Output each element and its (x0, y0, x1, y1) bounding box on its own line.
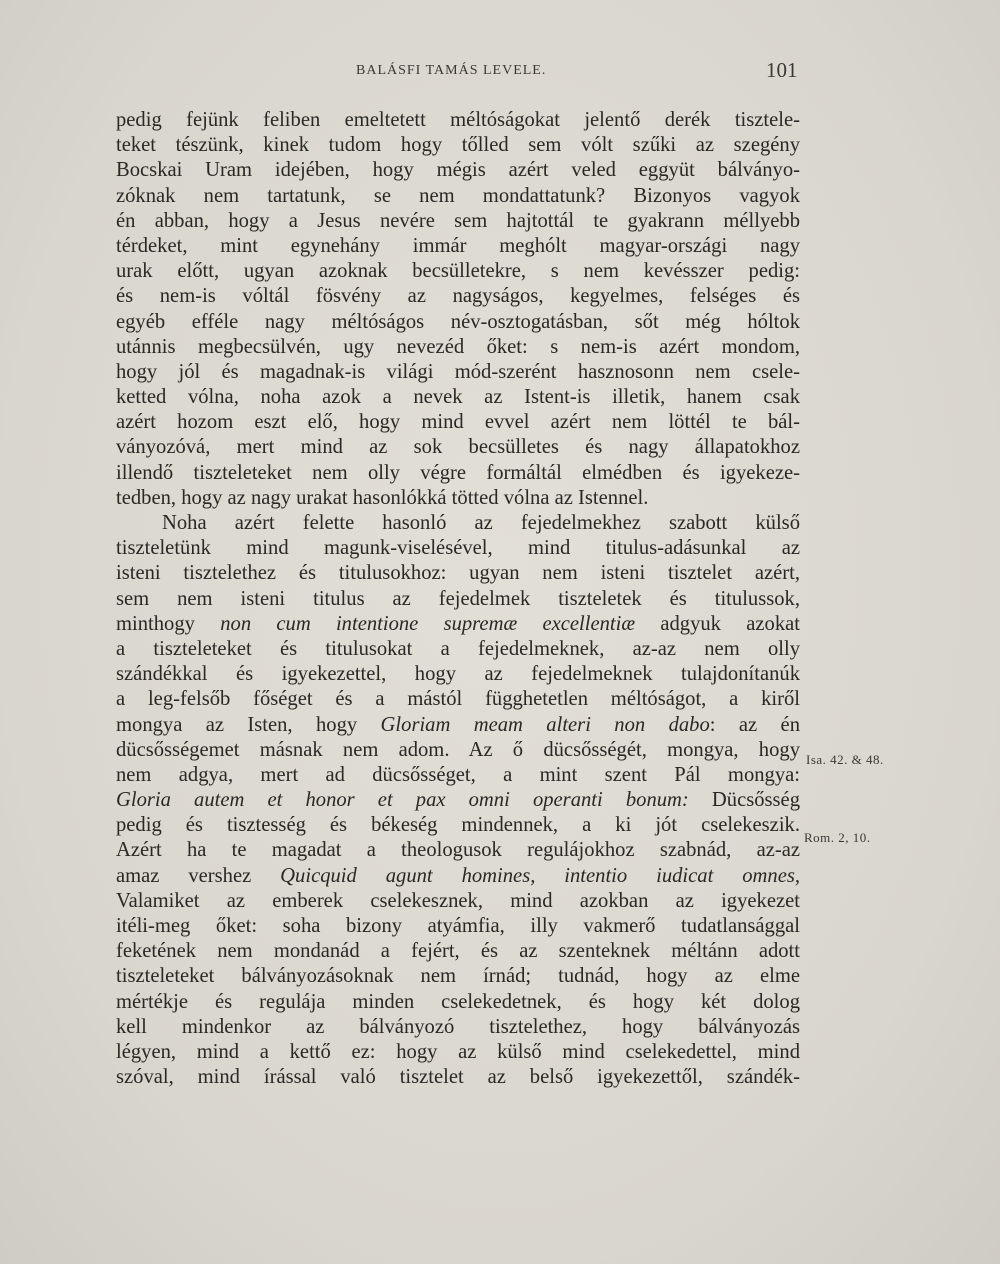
text-line (116, 410, 800, 435)
text-line (116, 612, 800, 637)
text-line (116, 335, 800, 360)
text-line (116, 284, 800, 309)
text-run: szóval, mind írással való tisztelet az belső igyekezettől, szándék- (116, 1066, 800, 1089)
text-run: azért hozom eszt elő, hogy mind evvel azért nem löttél te bál- (116, 411, 800, 434)
text-run: a tiszteleteket és titulusokat a fejedelmeknek, az-az nem olly (116, 637, 800, 660)
text-run: Bocskai Uram idejében, hogy mégis azért veled eggyüt bálványo- (116, 159, 800, 182)
text-run: tedben, hogy az nagy urakat hasonlókká tötted vólna az Istennel. (116, 486, 649, 509)
text-line (116, 838, 800, 863)
text-line (116, 360, 800, 385)
text-run: itéli-meg őket: soha bizony atyámfia, illy vakmerő tudatlansággal (116, 915, 800, 937)
text-run: feketének nem mondanád a fejért, és az szenteknek méltánn adott (116, 940, 800, 963)
text-line (116, 788, 800, 813)
text-run: és nem-is vóltál fösvény az nagyságos, kegyelmes, felséges és (116, 285, 800, 308)
text-line (116, 385, 800, 410)
text-run: ványozóvá, mert mind az sok becsülletes és nagy állapatokhoz (116, 436, 800, 459)
text-run: hogy jól és magadnak-is világi mód-szerént hasznosonn nem csele- (116, 360, 800, 383)
text-run: légyen, mind a kettő ez: hogy az külső mind cselekedettel, mind (116, 1040, 800, 1063)
text-line (116, 435, 800, 460)
text-line (116, 813, 800, 838)
text-line (116, 763, 800, 788)
text-run: tiszteletünk mind magunk-viselésével, mind titulus-adásunkal az (116, 537, 800, 560)
text-line (116, 990, 800, 1015)
text-line (116, 914, 800, 939)
text-run: mértékje és regulája minden cselekedetnek, és hogy két dolog (116, 990, 800, 1013)
text-run: nem adgya, mert ad dücsősséget, a mint szent Pál mongya: (116, 763, 800, 786)
text-run: szándékkal és igyekezettel, hogy az fejedelmeknek tulajdonítanúk (116, 663, 800, 686)
text-line (116, 536, 800, 561)
text-run: Noha azért felette hasonló az fejedelmekhez szabott külső (162, 512, 800, 534)
text-run: ketted vólna, noha azok a nevek az Istent-is illetik, hanem csak (116, 386, 800, 409)
text-line (116, 461, 800, 486)
text-run: dücsősségemet másnak nem adom. Az ő dücsősségét, mongya, hogy (116, 738, 800, 761)
text-run: kell mindenkor az bálványozó tisztelethez, hogy bálványozás (116, 1015, 800, 1038)
text-run: tiszteleteket bálványozásoknak nem írnád; tudnád, hogy az elme (116, 965, 800, 988)
text-run: a leg-felsőb főséget és a mástól függhetetlen méltóságot, a kiről (116, 688, 800, 711)
text-line (116, 738, 800, 763)
text-line (116, 209, 800, 234)
text-run: pedig fejünk feliben emeltetett méltóságokat jelentő derék tisztele- (116, 109, 800, 131)
text-run: sem nem isteni titulus az fejedelmek tiszteletek és titulussok, (116, 587, 800, 610)
text-run: illendő tiszteleteket nem olly végre formáltál elmédben és igyekeze- (116, 461, 800, 484)
text-run: isteni tisztelethez és titulusokhoz: ugyan nem isteni tisztelet azért, (116, 562, 800, 585)
text-line (116, 108, 800, 133)
text-run: amaz vershez (116, 864, 281, 887)
text-run: térdeket, mint egynehány immár meghólt magyar-országi nagy (116, 234, 800, 257)
text-run: Valamiket az emberek cselekesznek, mind azokban az igyekezet (116, 889, 800, 912)
text-line (116, 964, 800, 989)
text-run: pedig és tisztesség és békeség mindennek, a ki jót cselekeszik. (116, 814, 800, 837)
text-run: mongya az Isten, hogy (116, 713, 381, 736)
text-line (116, 687, 800, 712)
text-run: minthogy (116, 612, 221, 635)
text-run: teket tészünk, kinek tudom hogy tőlled sem vólt szűki az szegény (116, 134, 800, 157)
text-run: zóknak nem tartatunk, se nem mondattatunk? Bizonyos vagyok (116, 184, 800, 207)
text-line (116, 133, 800, 158)
text-line (116, 184, 800, 209)
running-head: BALÁSFI TAMÁS LEVELE. (356, 63, 547, 78)
text-line (116, 561, 800, 586)
text-line (116, 1015, 800, 1040)
italic-phrase: Gloriam meam alteri non dabo (380, 713, 710, 736)
italic-phrase: non cum intentione supremæ excellentiæ (220, 612, 636, 635)
text-run: Dücsősség (688, 789, 800, 812)
text-line (116, 637, 800, 662)
margin-note-isaiah: Isa. 42. & 48. (806, 752, 884, 767)
text-line (116, 1040, 800, 1065)
text-run: én abban, hogy a Jesus nevére sem hajtottál te gyakrann méllyebb (116, 209, 800, 232)
text-run: utánnis megbecsülvén, ugy nevezéd őket: s nem-is azért mondom, (116, 335, 800, 358)
text-run: Azért ha te magadat a theologusok regulájokhoz szabnád, az-az (116, 839, 800, 862)
text-line (116, 1065, 800, 1090)
text-line (116, 713, 800, 738)
text-line (116, 259, 800, 284)
text-line (116, 310, 800, 335)
text-line (116, 587, 800, 612)
text-line (116, 234, 800, 259)
text-line (116, 939, 800, 964)
text-run: egyéb efféle nagy méltóságos név-osztogatásban, sőt még hóltok (116, 310, 800, 333)
italic-phrase: Quicquid agunt homines, intentio iudicat omnes, (280, 864, 800, 887)
text-line (116, 889, 800, 914)
body-text (116, 108, 800, 1090)
italic-phrase: Gloria autem et honor et pax omni operanti bonum: (116, 789, 689, 812)
text-run: urak előtt, ugyan azoknak becsülletekre, s nem kevésszer pedig: (116, 260, 800, 283)
text-line (116, 511, 800, 536)
text-line (116, 864, 800, 889)
text-run: : az én (709, 713, 800, 736)
margin-note-romans: Rom. 2, 10. (804, 830, 871, 845)
page-number: 101 (766, 58, 798, 82)
text-line (116, 158, 800, 183)
text-run: adgyuk azokat (635, 612, 800, 635)
text-line (116, 486, 800, 511)
text-line (116, 662, 800, 687)
